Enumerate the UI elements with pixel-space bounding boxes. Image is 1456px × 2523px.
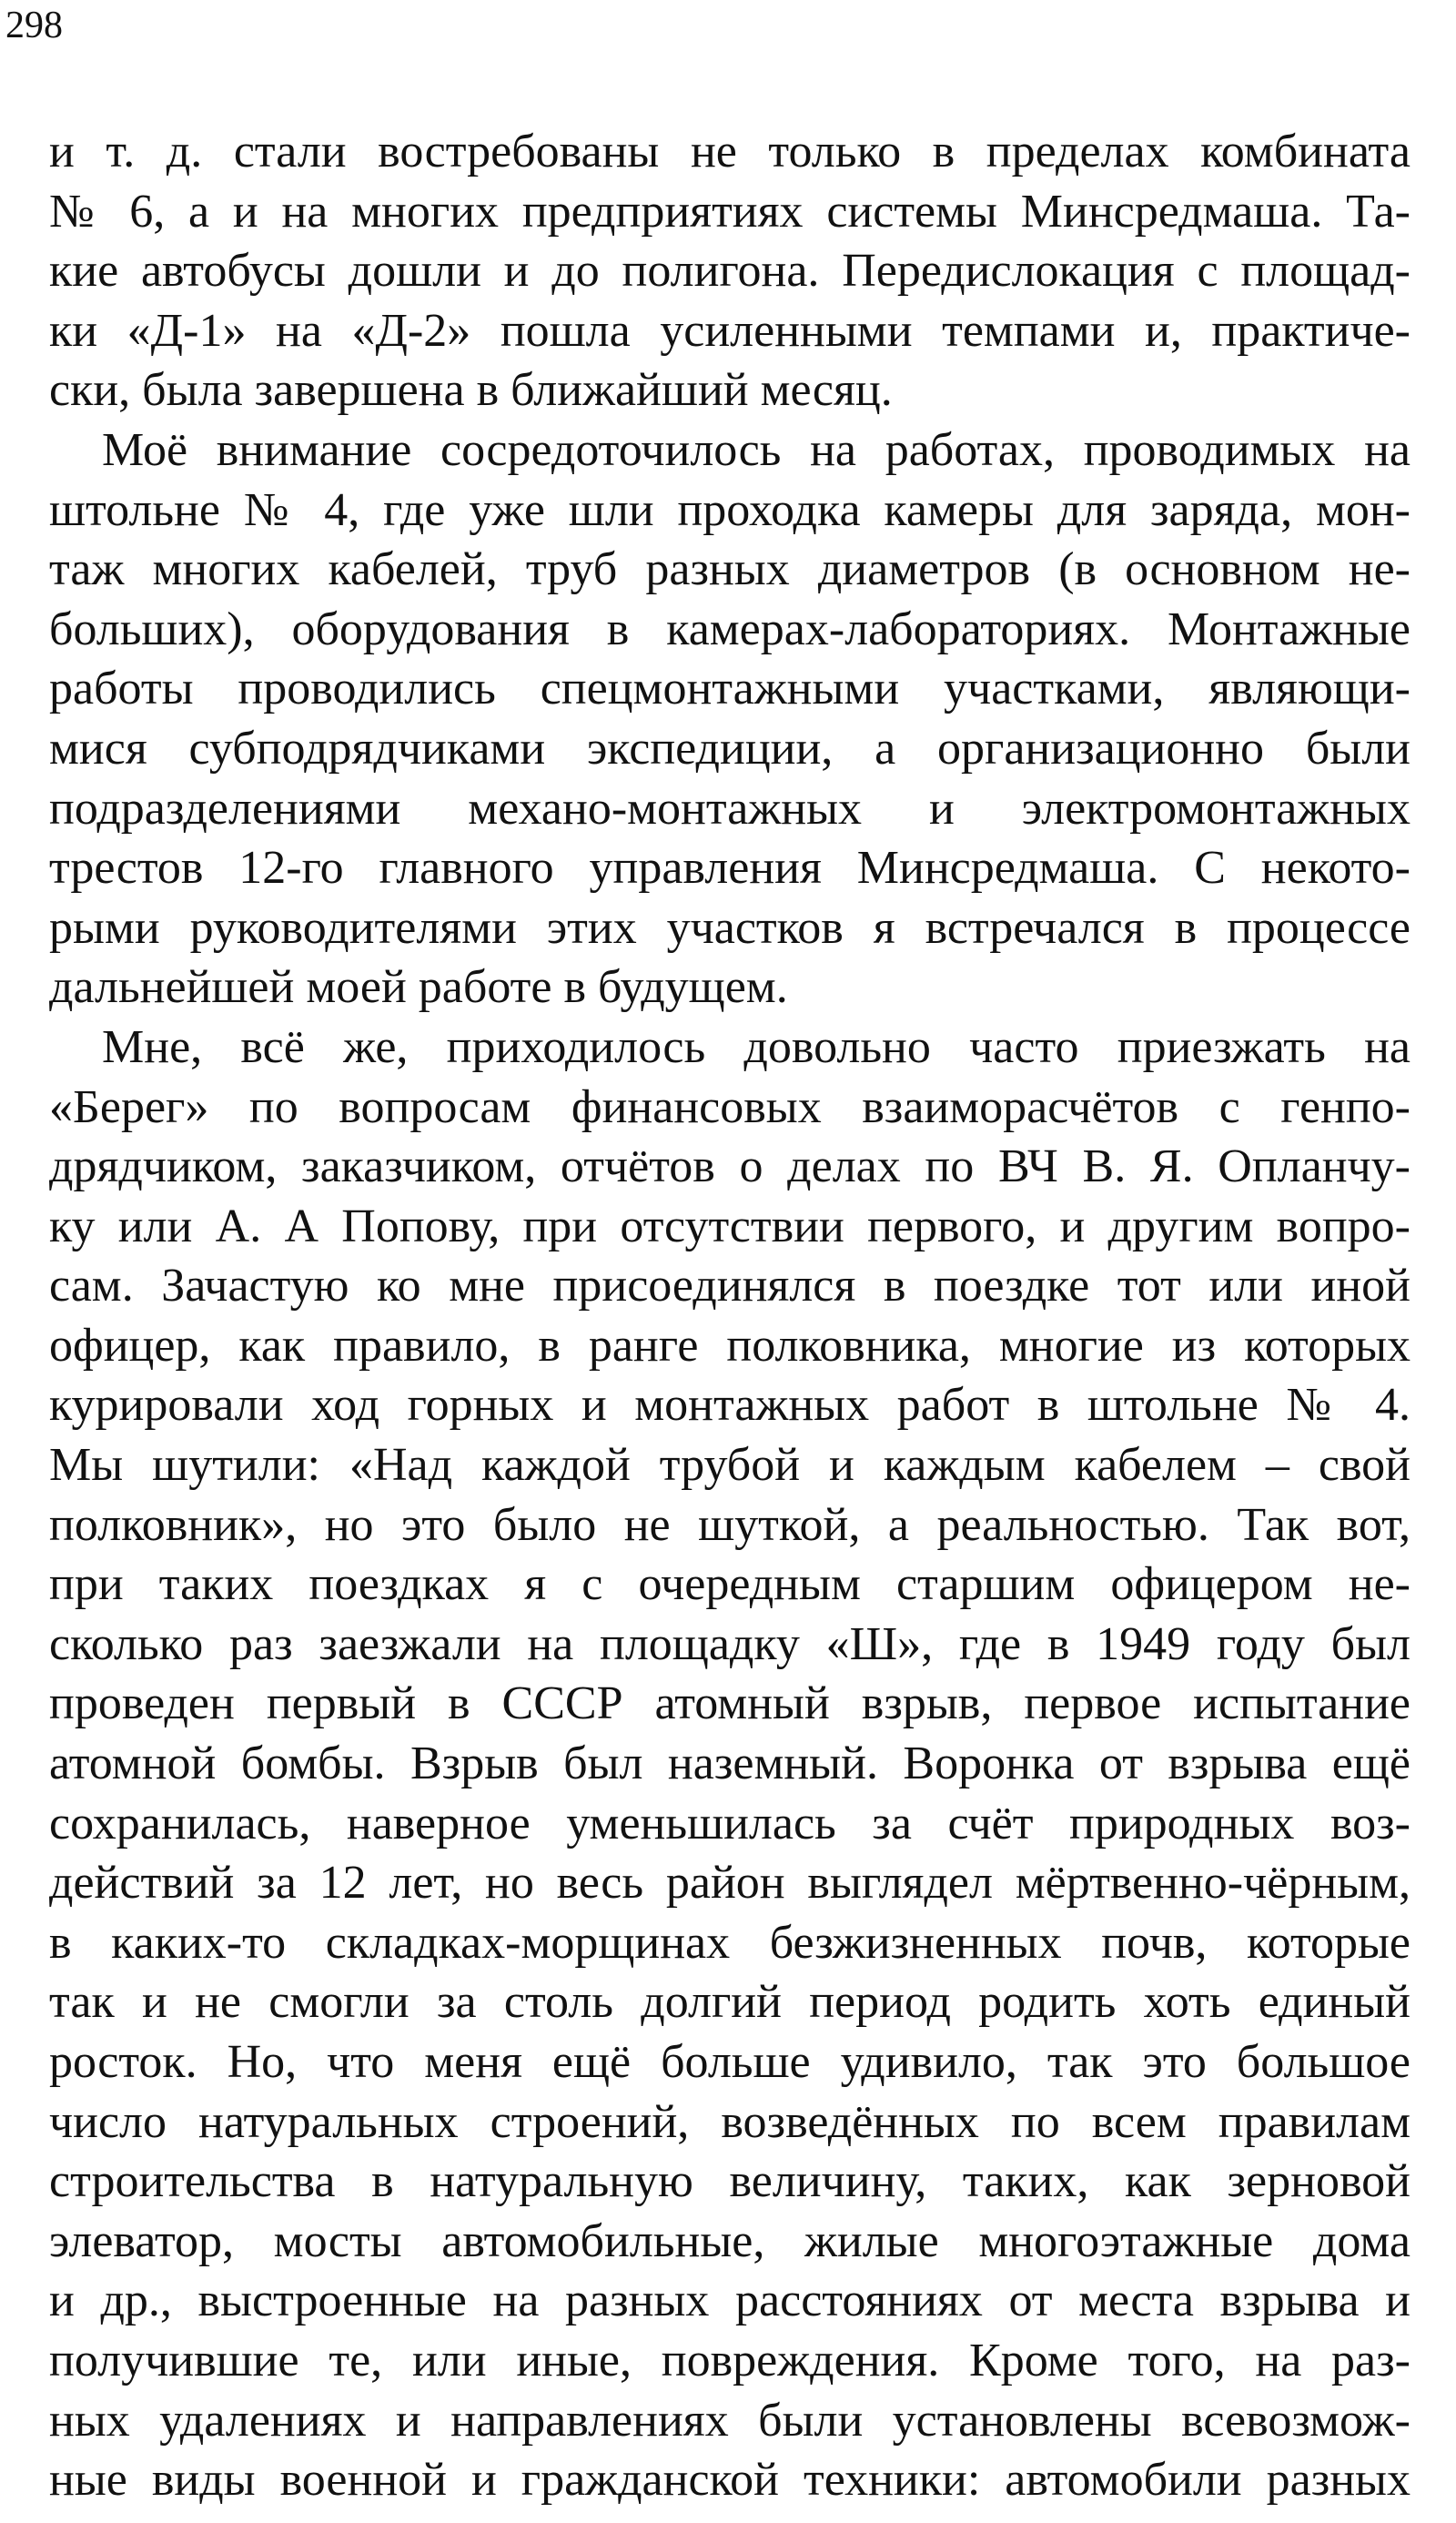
text-line: ки «Д-1» на «Д-2» пошла усиленными темпами и, практиче- xyxy=(49,304,1410,357)
text-line: строительства в натуральную величину, таких, как зерновой xyxy=(49,2155,1410,2208)
text-line: дрядчиком, заказчиком, отчётов о делах по ВЧ В. Я. Опланчу- xyxy=(49,1140,1410,1193)
text-line: работы проводились спецмонтажными участками, являющи- xyxy=(49,663,1410,715)
page-number: 298 xyxy=(5,5,63,46)
text-line: Моё внимание сосредоточилось на работах, проводимых на xyxy=(102,423,1410,476)
text-line: таж многих кабелей, труб разных диаметров (в основном не- xyxy=(49,543,1410,596)
text-line: курировали ход горных и монтажных работ в штольне № 4. xyxy=(49,1379,1410,1432)
text-line: Мне, всё же, приходилось довольно часто приезжать на xyxy=(102,1020,1410,1073)
text-line: получившие те, или иные, повреждения. Кроме того, на раз- xyxy=(49,2334,1410,2386)
text-line: полковник», но это было не шуткой, а реальностью. Так вот, xyxy=(49,1498,1410,1551)
text-line: и т. д. стали востребованы не только в пределах комбината xyxy=(49,126,1410,177)
text-line: ные виды военной и гражданской техники: автомобили разных xyxy=(49,2454,1410,2507)
text-line: при таких поездках я с очередным старшим офицером не- xyxy=(49,1558,1410,1611)
text-line: рыми руководителями этих участков я встречался в процессе xyxy=(49,901,1410,954)
text-line: больших), оборудования в камерах-лабораториях. Монтажные xyxy=(49,603,1410,655)
text-line: офицер, как правило, в ранге полковника, многие из которых xyxy=(49,1319,1410,1372)
text-line: проведен первый в СССР атомный взрыв, первое испытание xyxy=(49,1677,1410,1730)
text-line: № 6, а и на многих предприятиях системы Минсредмаша. Та- xyxy=(49,185,1410,238)
text-line: штольне № 4, где уже шли проходка камеры для заряда, мон- xyxy=(49,483,1410,536)
text-line: сохранилась, наверное уменьшилась за счёт природных воз- xyxy=(49,1797,1410,1849)
text-line: Мы шутили: «Над каждой трубой и каждым кабелем – свой xyxy=(49,1439,1410,1492)
text-line: сам. Зачастую ко мне присоединялся в поездке тот или иной xyxy=(49,1260,1410,1312)
text-line: число натуральных строений, возведённых по всем правилам xyxy=(49,2095,1410,2148)
text-line: мися субподрядчиками экспедиции, а организационно были xyxy=(49,722,1410,775)
text-line: подразделениями механо-монтажных и электромонтажных xyxy=(49,782,1410,835)
text-line: дальнейшей моей работе в будущем. xyxy=(49,961,788,1014)
text-line: атомной бомбы. Взрыв был наземный. Воронка от взрыва ещё xyxy=(49,1738,1410,1790)
text-line: ку или А. А Попову, при отсутствии первого, и другим вопро- xyxy=(49,1200,1410,1252)
text-line: так и не смогли за столь долгий период родить хоть единый xyxy=(49,1976,1410,2029)
text-line: росток. Но, что меня ещё больше удивило, так это большое xyxy=(49,2036,1410,2088)
text-line: действий за 12 лет, но весь район выглядел мёртвенно-чёрным, xyxy=(49,1857,1410,1910)
text-line: ски, была завершена в ближайший месяц. xyxy=(49,364,893,417)
text-line: кие автобусы дошли и до полигона. Передислокация с площад- xyxy=(49,245,1410,298)
text-line: в каких-то складках-морщинах безжизненных почв, которые xyxy=(49,1916,1410,1969)
text-line: и др., выстроенные на разных расстояниях от места взрыва и xyxy=(49,2275,1410,2327)
text-body xyxy=(49,122,1410,2510)
text-line: трестов 12-го главного управления Минсредмаша. С некото- xyxy=(49,842,1410,895)
text-line: «Берег» по вопросам финансовых взаиморасчётов с генпо- xyxy=(49,1080,1410,1133)
text-line: ных удалениях и направлениях были установлены всевозмож- xyxy=(49,2394,1410,2447)
text-line: сколько раз заезжали на площадку «Ш», где в 1949 году был xyxy=(49,1617,1410,1670)
text-line: элеватор, мосты автомобильные, жилые многоэтажные дома xyxy=(49,2214,1410,2267)
